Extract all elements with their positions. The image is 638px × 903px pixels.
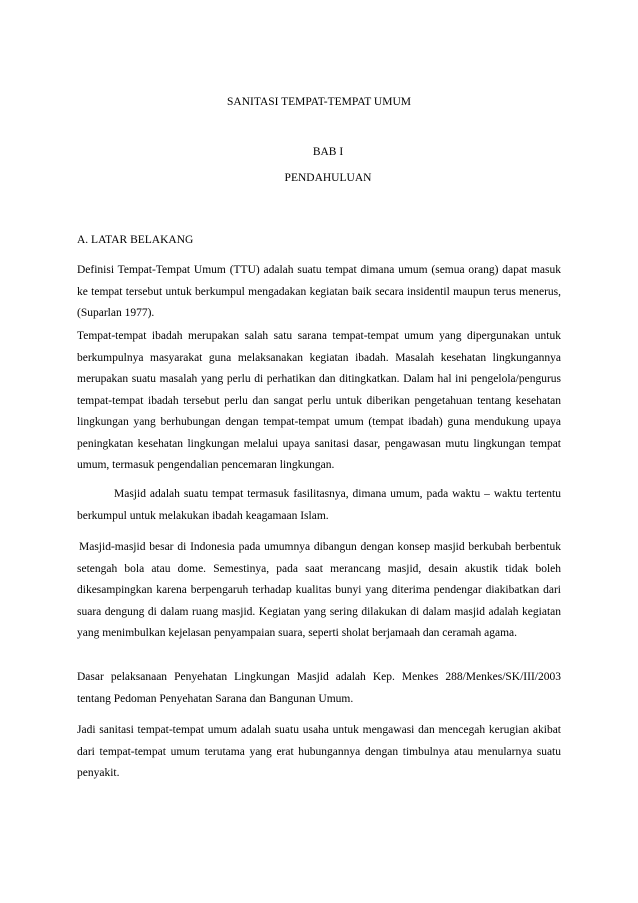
paragraph-conclusion: Jadi sanitasi tempat-tempat umum adalah suatu usaha untuk mengawasi dan mencegah kerugian akibat dari tempat-tempat umum terutama yang erat hubungannya dengan timbulnya atau menularnya suatu penyakit. bbox=[77, 724, 561, 779]
chapter-number: BAB I bbox=[312, 146, 344, 158]
paragraph-places-of-worship: Tempat-tempat ibadah merupakan salah satu sarana tempat-tempat umum yang dipergunakan untuk berkumpulnya masyarakat guna melaksanakan kegiatan ibadah. Masalah kesehatan lingkungannya merupakan suatu masalah yang perlu di perhatikan dan ditingkatkan. Dalam hal ini pengelola/pengurus tempat-tempat ibadah tersebut perlu dan sangat perlu untuk diberikan pengetahuan tentang kesehatan lingkungan yang berhubungan dengan tempat-tempat umum (tempat ibadah) guna mendukung upaya peningkatan kesehatan lingkungan melalui upaya sanitasi dasar, pengawasan mutu lingkungan tempat umum, termasuk pengendalian pencemaran lingkungan. bbox=[77, 330, 561, 471]
paragraph-masjid-acoustics: Masjid-masjid besar di Indonesia pada umumnya dibangun dengan konsep masjid berkubah berbentuk setengah bola atau dome. Semestinya, pada saat merancang masjid, desain akustik tidak boleh dikesampingkan karena berpengaruh terhadap kualitas bunyi yang diterima pendengar diakibatkan dari suara dengung di dalam ruang masjid. Kegiatan yang sering dilakukan di dalam masjid adalah kegiatan yang menimbulkan kejelasan penyampaian suara, seperti sholat berjamaah dan ceramah agama. bbox=[77, 541, 561, 639]
document-title: SANITASI TEMPAT-TEMPAT UMUM bbox=[227, 96, 411, 108]
paragraph-masjid-definition: Masjid adalah suatu tempat termasuk fasilitasnya, dimana umum, pada waktu – waktu tertentu berkumpul untuk melakukan ibadah keagamaan Islam. bbox=[77, 488, 561, 522]
section-heading: A. LATAR BELAKANG bbox=[77, 234, 194, 246]
paragraph-legal-basis: Dasar pelaksanaan Penyehatan Lingkungan Masjid adalah Kep. Menkes 288/Menkes/SK/III/2003 tentang Pedoman Penyehatan Sarana dan Bangunan Umum. bbox=[77, 671, 561, 705]
chapter-title: PENDAHULUAN bbox=[284, 172, 372, 184]
paragraph-definition: Definisi Tempat-Tempat Umum (TTU) adalah suatu tempat dimana umum (semua orang) dapat masuk ke tempat tersebut untuk berkumpul mengadakan kegiatan baik secara insidentil maupun terus menerus, (Suparlan 1977). bbox=[77, 264, 561, 319]
